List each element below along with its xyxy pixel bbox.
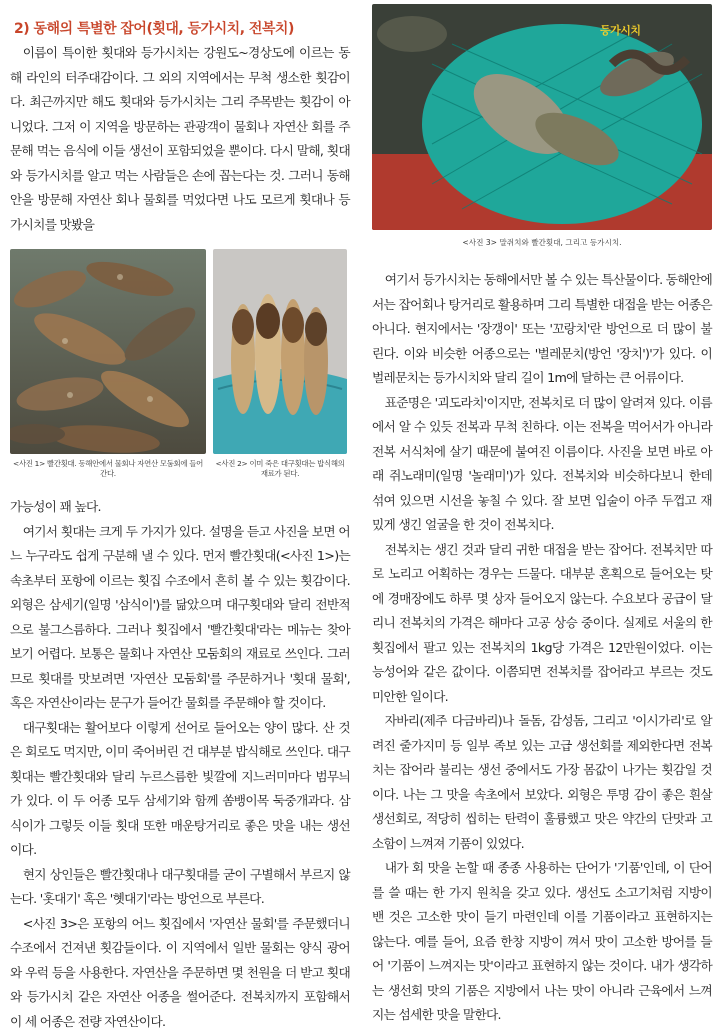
photo-red-hotdae <box>10 249 206 454</box>
photo-daegu-hotdae <box>213 249 347 454</box>
photo-row <box>10 249 350 481</box>
caption-photo-1: <사진 1> 빨간횟대. 동해안에서 물회나 자연산 모둠회에 들어간다. <box>10 459 206 479</box>
paragraph: 현지 상인들은 빨간횟대나 대구횟대를 굳이 구별해서 부르지 않는다. '홋대기' 혹은 '혯대기'라는 방언으로 부른다. <box>10 863 350 912</box>
section-title: 2) 동해의 특별한 잡어(횟대, 등가시치, 전복치) <box>10 18 350 38</box>
photo-label-deunggasichi: 등가시치 <box>600 22 641 38</box>
caption-photo-3: <사진 3> 말쥐치와 빨간횟대, 그리고 등가시치. <box>372 237 712 248</box>
paragraph: <사진 3>은 포항의 어느 횟집에서 '자연산 물회'를 주문했더니 수조에서 건져낸 횟감들이다. 이 지역에서 일반 물회는 양식 광어와 우럭 등을 사용한다. 자연산을 주문하면 몇 천원을 더 받고 횟대와 등가시치 같은 자연산 어종을 썰어준다. 전복치까지 포함해서 이 세 어종은 전량 자연산이다. <box>10 912 350 1034</box>
paragraph: 여기서 횟대는 크게 두 가지가 있다. 설명을 듣고 사진을 보면 어느 누구라도 쉽게 구분해 낼 수 있다. 먼저 빨간횟대(<사진 1>)는 속초부터 포항에 이르는 횟집 수조에서 흔히 볼 수 있는 횟감이다. 외형은 삼세기(일명 '삼식이')를 닮았으며 대구횟대와 달리 전반적으로 불그스름하다. 그러나 횟집에서 '빨간횟대'라는 메뉴는 찾아보기 어렵다. 보통은 물회나 자연산 모둠회의 재료로 쓰인다. 그러므로 횟대를 맛보려면 '자연산 모둠회'를 주문하거나 '횟대 물회', 혹은 자연산이라는 문구가 들어간 물회를 주문해야 할 것이다. <box>10 520 350 716</box>
paragraph: 여기서 등가시치는 동해에서만 볼 수 있는 특산물이다. 동해안에서는 잡어회나 탕거리로 활용하며 그리 특별한 대접을 받는 어종은 아니다. 현지에서는 '장갱이' 또는 '꼬랑치'란 방언으로 더 많이 불린다. 이와 비슷한 어종으로는 '벌레문치(방언 '장치')'가 있다. 이 벌레문치는 등가시치와 달리 길이 1m에 달하는 큰 어류이다. <box>372 268 712 391</box>
left-column <box>10 18 350 1034</box>
photo-fish-basket <box>372 4 712 230</box>
paragraph: 전복치는 생긴 것과 달리 귀한 대접을 받는 잡어다. 전복치만 따로 노리고 어획하는 경우는 드물다. 대부분 혼획으로 들어오는 탓에 경매장에도 하루 몇 상자 들어오지 않는다. 수요보다 공급이 달리니 전복치의 가격은 해마다 고공 상승 중이다. 실제로 서울의 한 횟집에서 팔고 있는 전복치의 1kg당 가격은 12만원이었다. 이는 능성어와 같은 값이다. 이쯤되면 전복치를 잡어라고 부르는 것도 미안한 일이다. <box>372 538 712 710</box>
paragraph: 이름이 특이한 횟대와 등가시치는 강원도~경상도에 이르는 동해 라인의 터주대감이다. 그 외의 지역에서는 무척 생소한 횟감이다. 최근까지만 해도 횟대와 등가시치는 그리 주목받는 횟감이 아니었다. 그저 이 지역을 방문하는 관광객이 물회나 자연산 회를 주문해 먹는 음식에 이들 생선이 포함되었을 뿐이다. 다시 말해, 횟대와 등가시치를 알고 먹는 사람들은 손에 꼽는다는 것. 그러니 동해안을 방문해 자연산 회나 물회를 먹었다면 나도 모르게 횟대나 등가시치를 맛봤을 <box>10 41 350 237</box>
paragraph: 내가 회 맛을 논할 때 종종 사용하는 단어가 '기품'인데, 이 단어를 쓸 때는 한 가지 원칙을 갖고 있다. 생선도 소고기처럼 지방이 밴 것은 고소한 맛이 들기 마련인데 이를 기품이라고 표현하지는 않는다. 예를 들어, 요즘 한창 지방이 껴서 맛이 고소한 방어를 들어 '기품이 느껴지는 맛'이라고 표현하지 않는 것이다. 내가 생각하는 생선회 맛의 기품은 지방에서 나는 맛이 아니라 근육에서 느껴지는 섬세한 맛을 말한다. <box>372 856 712 1028</box>
paragraph: 가능성이 꽤 높다. <box>10 495 350 520</box>
caption-photo-2: <사진 2> 이미 죽은 대구횟대는 밥식해의 재료가 된다. <box>213 459 347 479</box>
paragraph: 자바리(제주 다금바리)나 돌돔, 감성돔, 그리고 '이시가리'로 알려진 줄가지미 등 일부 족보 있는 고급 생선회를 제외한다면 전복치는 잡어라 불리는 생선 중에서도 가장 몸값이 나가는 횟감일 것이다. 나는 그 맛을 속초에서 보았다. 외형은 투명 감이 좋은 흰살생선회로, 적당히 씹히는 탄력이 훌륭했고 맛은 약간의 단맛과 고소함이 느껴져 기품이 있었다. <box>372 709 712 856</box>
right-text <box>372 268 712 1028</box>
paragraph: 대구횟대는 활어보다 이렇게 선어로 들어오는 양이 많다. 산 것은 회로도 먹지만, 이미 죽어버린 건 대부분 밥식해로 쓰인다. 대구횟대는 빨간횟대와 달리 누르스름한 빛깔에 지느러미마다 범무늬가 있다. 이 두 어종 모두 삼세기와 함께 쏨뱅이목 둑중개과다. 삼식이가 그렇듯 이들 횟대 또한 매운탕거리로 좋은 맛을 내는 생선이다. <box>10 716 350 863</box>
paragraph: 표준명은 '괴도라치'이지만, 전복치로 더 많이 알려져 있다. 이름에서 알 수 있듯 전복과 무척 친하다. 이는 전복을 먹어서가 아니라 전복 서식처에 살기 때문에 붙여진 이름이다. 사진을 보면 바로 아래 쥐노래미(일명 '놀래미')가 있다. 전복치와 비슷하다보니 한데 섞여 있으면 시선을 놓칠 수 있다. 잘 보면 입술이 아주 두껍고 재밌게 생긴 얼굴을 한 것이 전복치다. <box>372 391 712 538</box>
